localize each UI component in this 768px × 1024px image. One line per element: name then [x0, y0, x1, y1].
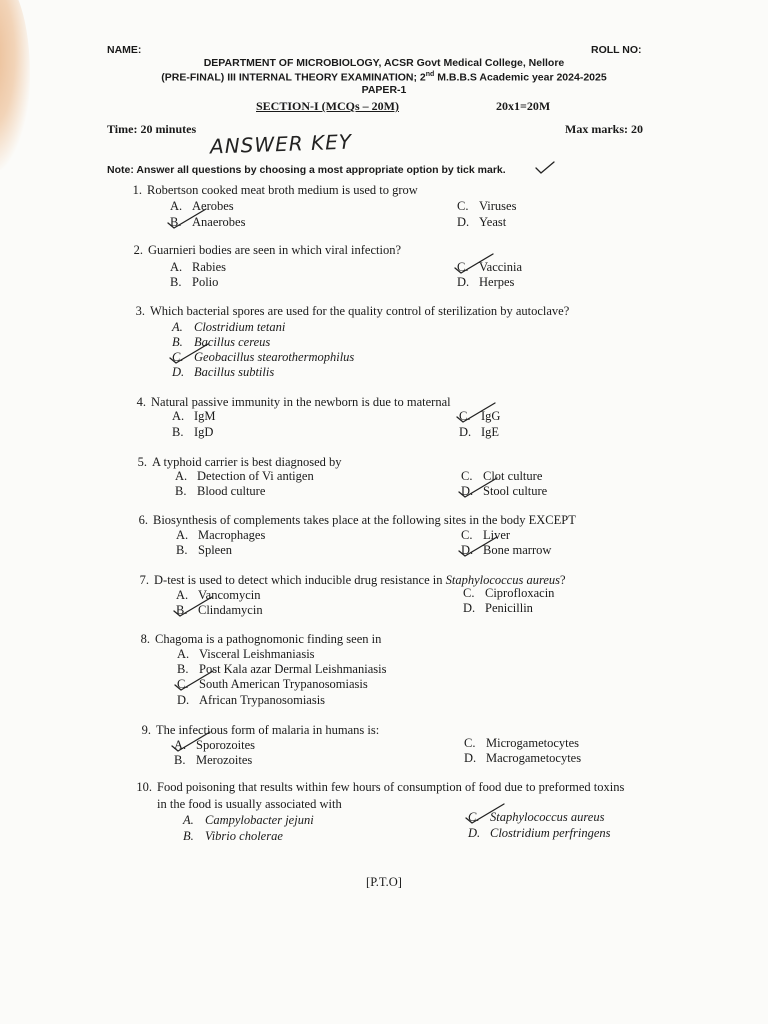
option-text: Herpes — [479, 275, 515, 289]
question-text: Natural passive immunity in the newborn is due to maternal — [151, 395, 451, 409]
paper-label: PAPER-1 — [361, 84, 407, 96]
option-key: D. — [461, 543, 474, 557]
option-key: A. — [176, 528, 189, 542]
option-text: Bone marrow — [483, 543, 552, 557]
option-text: IgE — [481, 425, 500, 439]
answer-tick-mark — [172, 595, 232, 617]
answer-tick-mark — [457, 535, 517, 557]
option-d[interactable] — [468, 826, 611, 841]
option-key: C. — [461, 528, 473, 542]
option-text: Vancomycin — [198, 588, 261, 602]
question-text: A typhoid carrier is best diagnosed by — [152, 455, 342, 469]
option-key: C. — [468, 810, 480, 824]
option-b[interactable] — [170, 275, 218, 290]
option-c[interactable] — [463, 586, 554, 601]
time-label: Time: 20 minutes — [107, 122, 197, 136]
option-b[interactable] — [183, 829, 283, 844]
answer-tick-mark — [173, 669, 233, 691]
option-key: A. — [175, 469, 188, 483]
option-key: C. — [461, 469, 473, 483]
answer-tick-mark — [170, 730, 230, 752]
note-tick-mark — [534, 160, 556, 176]
option-text: Liver — [483, 528, 511, 542]
option-key: B. — [174, 753, 186, 767]
section-title: SECTION-I (MCQs – 20M) — [256, 99, 399, 113]
option-key: A. — [172, 320, 183, 334]
question-number: 2. — [133, 243, 143, 257]
option-key: D. — [464, 751, 477, 765]
question-number: 4. — [136, 395, 146, 409]
option-c[interactable] — [464, 736, 579, 751]
option-a[interactable] — [172, 320, 285, 335]
answer-tick-mark — [457, 476, 517, 498]
question-number: 9. — [141, 723, 151, 737]
option-key: B. — [176, 543, 188, 557]
option-b[interactable] — [174, 753, 252, 768]
option-a[interactable] — [172, 409, 216, 424]
question-text: Biosynthesis of complements takes place at the following sites in the body EXCEPT — [153, 513, 576, 527]
option-key: C. — [464, 736, 476, 750]
option-b[interactable] — [172, 425, 213, 440]
option-d[interactable] — [464, 751, 581, 766]
option-text: IgG — [481, 409, 501, 423]
question-number: 8. — [140, 632, 150, 646]
option-key: A. — [176, 588, 189, 602]
option-d[interactable] — [463, 601, 533, 616]
question-number: 1. — [132, 183, 142, 197]
answer-tick-mark — [168, 342, 228, 364]
question-text: Chagoma is a pathognomonic finding seen in — [155, 632, 382, 646]
option-a[interactable] — [170, 260, 226, 275]
option-text: Clostridium tetani — [194, 320, 286, 334]
option-text: Geobacillus stearothermophilus — [194, 350, 355, 364]
option-text: Viruses — [479, 199, 517, 213]
question-text: D-test is used to detect which inducible drug resistance in Staphylococcus aureus? — [154, 573, 566, 587]
option-text: South American Trypanosomiasis — [199, 677, 368, 691]
question-number: 10. — [136, 780, 152, 794]
option-key: A. — [170, 199, 183, 213]
option-text: Rabies — [192, 260, 227, 274]
option-text: Macrophages — [198, 528, 266, 542]
option-b[interactable] — [175, 484, 265, 499]
handwritten-answer-key: ANSWER KEY — [209, 129, 353, 159]
option-key: B. — [176, 603, 188, 617]
option-key: D. — [468, 826, 481, 840]
option-text: Polio — [192, 275, 219, 289]
question-number: 5. — [137, 455, 147, 469]
question-number: 6. — [138, 513, 148, 527]
option-text: Staphylococcus aureus — [490, 810, 605, 824]
option-key: A. — [177, 647, 190, 661]
option-text: Penicillin — [485, 601, 533, 615]
department-title: DEPARTMENT OF MICROBIOLOGY, ACSR Govt Medical College, Nellore — [203, 57, 565, 69]
option-key: B. — [175, 484, 187, 498]
question-text: Guarnieri bodies are seen in which viral infection? — [148, 243, 402, 257]
marks-formula: 20x1=20M — [496, 99, 551, 113]
max-marks-label: Max marks: 20 — [565, 122, 643, 136]
option-text: Aerobes — [192, 199, 234, 213]
option-text: Clindamycin — [198, 603, 263, 617]
option-text: Yeast — [479, 215, 507, 229]
option-key: C. — [457, 260, 469, 274]
option-key: B. — [170, 215, 182, 229]
option-a[interactable] — [177, 647, 315, 662]
option-key: C. — [457, 199, 469, 213]
option-text: Merozoites — [196, 753, 253, 767]
instruction-note: Note: Answer all questions by choosing a most appropriate option by tick mark. — [107, 164, 506, 176]
question-text: Food poisoning that results within few hours of consumption of food due to preformed toxins — [157, 780, 625, 794]
option-d[interactable] — [177, 693, 325, 708]
option-text: Campylobacter jejuni — [205, 813, 314, 827]
option-key: C. — [172, 350, 184, 364]
option-text: Bacillus subtilis — [194, 365, 275, 379]
option-key: D. — [177, 693, 190, 707]
question-number: 7. — [139, 573, 149, 587]
option-key: B. — [172, 425, 184, 439]
option-text: Vaccinia — [479, 260, 523, 274]
option-key: C. — [177, 677, 189, 691]
option-b[interactable] — [176, 543, 232, 558]
exam-title: (PRE-FINAL) III INTERNAL THEORY EXAMINATION; 2nd M.B.B.S Academic year 2024-2025 — [161, 71, 607, 84]
option-text: Microgametocytes — [486, 736, 580, 750]
option-d[interactable] — [172, 365, 274, 380]
option-a[interactable] — [175, 469, 314, 484]
page-footer: [P.T.O] — [366, 875, 402, 889]
question-text: Robertson cooked meat broth medium is used to grow — [147, 183, 418, 197]
option-key: D. — [457, 275, 470, 289]
option-text: Post Kala azar Dermal Leishmaniasis — [199, 662, 387, 676]
option-key: A. — [174, 738, 187, 752]
option-text: Stool culture — [483, 484, 548, 498]
answer-tick-mark — [455, 401, 515, 423]
option-text: Ciprofloxacin — [485, 586, 555, 600]
option-key: D. — [459, 425, 472, 439]
name-label: NAME: — [107, 44, 142, 56]
option-key: A. — [183, 813, 194, 827]
option-text: Sporozoites — [196, 738, 256, 752]
option-text: Clot culture — [483, 469, 543, 483]
question-number: 3. — [135, 304, 145, 318]
option-d[interactable] — [457, 215, 506, 230]
answer-tick-mark — [453, 252, 513, 274]
option-key: B. — [177, 662, 189, 676]
option-text: Detection of Vi antigen — [197, 469, 314, 483]
option-c[interactable] — [457, 199, 516, 214]
option-text: Anaerobes — [192, 215, 246, 229]
option-a[interactable] — [183, 813, 314, 828]
question-text: The infectious form of malaria in humans is: — [156, 723, 380, 737]
option-d[interactable] — [457, 275, 514, 290]
roll-no-label: ROLL NO: — [591, 44, 642, 56]
option-text: Vibrio cholerae — [205, 829, 283, 843]
option-text: Visceral Leishmaniasis — [199, 647, 315, 661]
option-key: B. — [183, 829, 194, 843]
option-key: B. — [172, 335, 183, 349]
option-key: A. — [170, 260, 183, 274]
option-text: Spleen — [198, 543, 233, 557]
option-key: D. — [172, 365, 185, 379]
option-text: IgM — [194, 409, 216, 423]
option-key: D. — [463, 601, 476, 615]
option-text: IgD — [194, 425, 214, 439]
option-key: B. — [170, 275, 182, 289]
option-key: D. — [457, 215, 470, 229]
option-text: Clostridium perfringens — [490, 826, 611, 840]
option-text: Bacillus cereus — [194, 335, 271, 349]
option-key: A. — [172, 409, 185, 423]
option-key: C. — [463, 586, 475, 600]
answer-tick-mark — [464, 802, 524, 824]
option-key: D. — [461, 484, 474, 498]
option-text: African Trypanosomiasis — [199, 693, 326, 707]
option-text: Macrogametocytes — [486, 751, 582, 765]
option-d[interactable] — [459, 425, 499, 440]
question-text: Which bacterial spores are used for the quality control of sterilization by autoclave? — [150, 304, 570, 318]
question-text-continued: in the food is usually associated with — [157, 797, 342, 811]
option-key: C. — [459, 409, 471, 423]
option-a[interactable] — [176, 528, 265, 543]
answer-tick-mark — [166, 207, 226, 229]
option-text: Blood culture — [197, 484, 266, 498]
